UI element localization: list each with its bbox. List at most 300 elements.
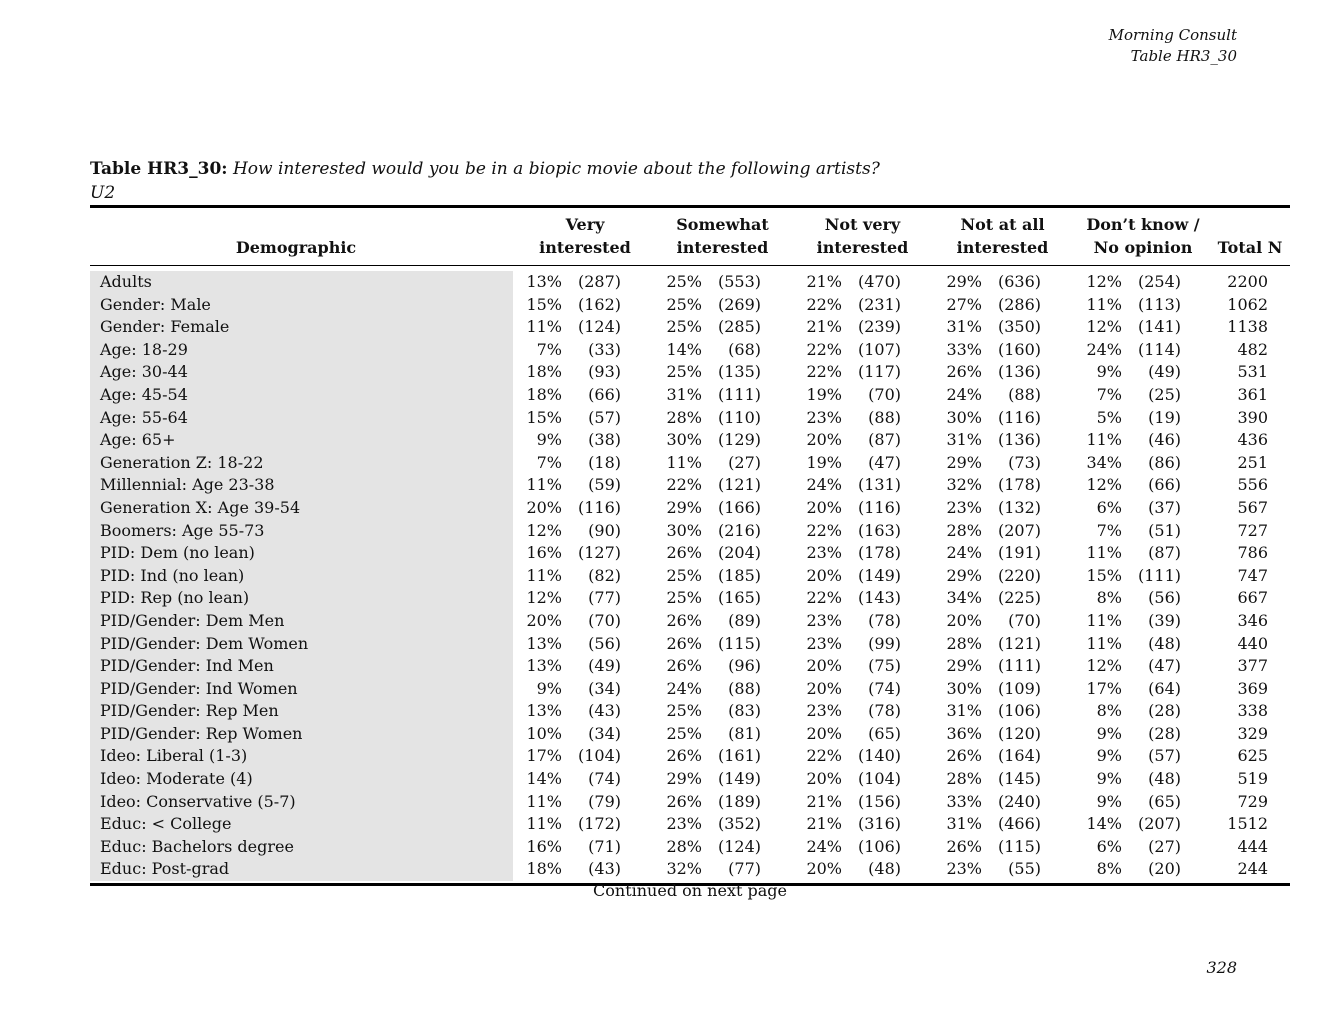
cell-dk-n: (47) [1148, 656, 1181, 676]
cell-somewhat-pct: 23% [666, 814, 702, 834]
cell-somewhat-pct: 26% [666, 543, 702, 563]
cell-somewhat-n: (124) [717, 836, 761, 856]
table-row [90, 474, 1290, 497]
cell-notvery-n: (107) [857, 339, 901, 359]
cell-notatall-n: (191) [997, 543, 1041, 563]
cell-somewhat-n: (189) [717, 791, 761, 811]
col-not-very-interested [805, 213, 920, 259]
row-label: PID/Gender: Ind Men [100, 656, 274, 676]
cell-total-n: 567 [1237, 497, 1268, 517]
cell-very-pct: 20% [526, 610, 562, 630]
cell-very-pct: 13% [526, 656, 562, 676]
cell-dk-pct: 6% [1096, 836, 1122, 856]
cell-dk-pct: 8% [1096, 701, 1122, 721]
cell-notatall-pct: 31% [946, 814, 982, 834]
cell-notvery-pct: 22% [806, 294, 842, 314]
row-label: Age: 18-29 [100, 339, 188, 359]
table-row [90, 768, 1290, 791]
cell-total-n: 436 [1237, 430, 1268, 450]
cell-dk-n: (64) [1148, 678, 1181, 698]
cell-somewhat-n: (110) [717, 407, 761, 427]
row-label: PID/Gender: Dem Women [100, 633, 309, 653]
col-somewhat-line1: Somewhat [676, 215, 769, 234]
cell-notatall-pct: 24% [946, 384, 982, 404]
row-label: Educ: Post-grad [100, 859, 230, 879]
cell-dk-n: (27) [1148, 836, 1181, 856]
cell-very-pct: 13% [526, 701, 562, 721]
row-label: PID: Dem (no lean) [100, 543, 255, 563]
cell-very-pct: 11% [526, 814, 562, 834]
table-row [90, 384, 1290, 407]
cell-very-n: (66) [588, 384, 621, 404]
cell-somewhat-pct: 25% [666, 565, 702, 585]
row-label: Ideo: Liberal (1-3) [100, 746, 248, 766]
table-row [90, 723, 1290, 746]
cell-dk-n: (48) [1148, 633, 1181, 653]
cell-notvery-n: (116) [857, 497, 901, 517]
cell-dk-n: (46) [1148, 430, 1181, 450]
cell-dk-n: (65) [1148, 791, 1181, 811]
col-dont-know [1083, 213, 1203, 259]
table-row [90, 361, 1290, 384]
cell-notvery-pct: 19% [806, 452, 842, 472]
cell-notvery-n: (470) [857, 272, 901, 291]
cell-notvery-pct: 24% [806, 475, 842, 495]
cell-notvery-pct: 23% [806, 407, 842, 427]
cell-total-n: 667 [1237, 588, 1268, 608]
cell-very-pct: 12% [526, 520, 562, 540]
cell-somewhat-pct: 22% [666, 475, 702, 495]
cell-total-n: 727 [1237, 520, 1268, 540]
cell-total-n: 786 [1237, 543, 1268, 563]
cell-dk-pct: 15% [1086, 565, 1122, 585]
cell-notatall-n: (116) [997, 407, 1041, 427]
cell-very-pct: 7% [536, 452, 562, 472]
cell-somewhat-pct: 25% [666, 272, 702, 291]
cell-somewhat-pct: 26% [666, 656, 702, 676]
cell-notatall-n: (120) [997, 723, 1041, 743]
cell-dk-pct: 5% [1096, 407, 1122, 427]
cell-notatall-pct: 28% [946, 520, 982, 540]
cell-somewhat-pct: 29% [666, 769, 702, 789]
cell-total-n: 729 [1237, 791, 1268, 811]
cell-total-n: 251 [1237, 452, 1268, 472]
cell-notvery-pct: 20% [806, 723, 842, 743]
cell-very-n: (38) [588, 430, 621, 450]
table-body [90, 266, 1290, 883]
row-label: PID: Ind (no lean) [100, 565, 245, 585]
row-label: Educ: Bachelors degree [100, 836, 294, 856]
cell-very-pct: 11% [526, 791, 562, 811]
cell-notatall-n: (466) [997, 814, 1041, 834]
cell-dk-n: (20) [1148, 859, 1181, 879]
cell-notatall-n: (111) [997, 656, 1041, 676]
col-dk-line1: Don’t know / [1086, 215, 1200, 234]
cell-dk-n: (66) [1148, 475, 1181, 495]
cell-notvery-pct: 20% [806, 769, 842, 789]
cell-total-n: 244 [1237, 859, 1268, 879]
cell-very-n: (79) [588, 791, 621, 811]
cell-very-n: (82) [588, 565, 621, 585]
cell-somewhat-pct: 14% [666, 339, 702, 359]
cell-dk-pct: 9% [1096, 362, 1122, 382]
cell-notvery-n: (131) [857, 475, 901, 495]
cell-somewhat-n: (204) [717, 543, 761, 563]
cell-notatall-n: (55) [1008, 859, 1041, 879]
cell-somewhat-n: (96) [728, 656, 761, 676]
cell-notvery-n: (140) [857, 746, 901, 766]
cell-somewhat-n: (111) [717, 384, 761, 404]
cell-notatall-n: (160) [997, 339, 1041, 359]
cell-notatall-n: (73) [1008, 452, 1041, 472]
cell-notvery-n: (143) [857, 588, 901, 608]
cell-total-n: 482 [1237, 339, 1268, 359]
cell-dk-n: (254) [1137, 272, 1181, 291]
cell-notvery-n: (48) [868, 859, 901, 879]
cell-total-n: 531 [1237, 362, 1268, 382]
cell-total-n: 369 [1237, 678, 1268, 698]
cell-somewhat-n: (149) [717, 769, 761, 789]
cell-notvery-n: (78) [868, 701, 901, 721]
table-row [90, 294, 1290, 317]
cell-dk-pct: 8% [1096, 588, 1122, 608]
cell-dk-n: (207) [1137, 814, 1181, 834]
cell-very-n: (56) [588, 633, 621, 653]
cell-notvery-n: (104) [857, 769, 901, 789]
cell-dk-pct: 7% [1096, 520, 1122, 540]
cell-dk-pct: 12% [1086, 317, 1122, 337]
cell-notatall-n: (220) [997, 565, 1041, 585]
table-row [90, 497, 1290, 520]
cell-notatall-pct: 26% [946, 362, 982, 382]
cell-dk-n: (111) [1137, 565, 1181, 585]
row-label: Age: 65+ [100, 430, 176, 450]
cell-somewhat-pct: 28% [666, 407, 702, 427]
row-label: Gender: Male [100, 294, 211, 314]
cell-notatall-pct: 31% [946, 317, 982, 337]
cell-notatall-pct: 33% [946, 339, 982, 359]
cell-notatall-n: (145) [997, 769, 1041, 789]
cell-dk-n: (87) [1148, 543, 1181, 563]
cell-notvery-n: (231) [857, 294, 901, 314]
cell-somewhat-pct: 28% [666, 836, 702, 856]
row-label: Boomers: Age 55-73 [100, 520, 265, 540]
cell-notatall-pct: 30% [946, 678, 982, 698]
cell-very-pct: 16% [526, 543, 562, 563]
cell-notvery-n: (239) [857, 317, 901, 337]
cell-somewhat-n: (89) [728, 610, 761, 630]
cell-somewhat-pct: 26% [666, 610, 702, 630]
cell-very-n: (93) [588, 362, 621, 382]
cell-total-n: 556 [1237, 475, 1268, 495]
cell-very-n: (34) [588, 723, 621, 743]
cell-dk-n: (141) [1137, 317, 1181, 337]
cell-total-n: 625 [1237, 746, 1268, 766]
cell-dk-n: (49) [1148, 362, 1181, 382]
cell-somewhat-n: (553) [717, 272, 761, 291]
cell-notatall-pct: 29% [946, 272, 982, 291]
row-label: Millennial: Age 23-38 [100, 475, 275, 495]
cell-dk-pct: 6% [1096, 497, 1122, 517]
cell-notatall-pct: 29% [946, 656, 982, 676]
cell-notvery-n: (316) [857, 814, 901, 834]
cell-very-n: (162) [577, 294, 621, 314]
table-row [90, 520, 1290, 543]
cell-notvery-pct: 24% [806, 836, 842, 856]
cell-dk-n: (39) [1148, 610, 1181, 630]
cell-very-pct: 9% [536, 430, 562, 450]
cell-notvery-pct: 20% [806, 859, 842, 879]
cell-notatall-n: (109) [997, 678, 1041, 698]
cell-notvery-pct: 20% [806, 497, 842, 517]
cell-somewhat-pct: 30% [666, 430, 702, 450]
table-question: How interested would you be in a biopic movie about the following artists? [232, 159, 880, 179]
cell-notatall-n: (70) [1008, 610, 1041, 630]
header-source: Morning Consult [1108, 26, 1237, 44]
cell-very-n: (74) [588, 769, 621, 789]
cell-very-n: (43) [588, 701, 621, 721]
cell-notvery-n: (65) [868, 723, 901, 743]
cell-very-n: (18) [588, 452, 621, 472]
page-number: 328 [1206, 958, 1237, 977]
cell-notatall-pct: 20% [946, 610, 982, 630]
cell-very-n: (34) [588, 678, 621, 698]
cell-somewhat-pct: 29% [666, 497, 702, 517]
cell-somewhat-pct: 26% [666, 791, 702, 811]
cell-total-n: 338 [1237, 701, 1268, 721]
cell-very-pct: 18% [526, 859, 562, 879]
table-row [90, 633, 1290, 656]
cell-notvery-n: (78) [868, 610, 901, 630]
cell-very-pct: 18% [526, 362, 562, 382]
cell-somewhat-pct: 31% [666, 384, 702, 404]
cell-notatall-pct: 31% [946, 701, 982, 721]
cell-dk-pct: 7% [1096, 384, 1122, 404]
cell-somewhat-n: (352) [717, 814, 761, 834]
table-row [90, 429, 1290, 452]
cell-dk-pct: 17% [1086, 678, 1122, 698]
col-somewhat-interested [665, 213, 780, 259]
cell-notatall-pct: 24% [946, 543, 982, 563]
cell-somewhat-pct: 32% [666, 859, 702, 879]
cell-very-n: (57) [588, 407, 621, 427]
cell-notvery-n: (87) [868, 430, 901, 450]
cell-very-pct: 15% [526, 294, 562, 314]
table-subtitle: U2 [90, 183, 116, 203]
cell-total-n: 377 [1237, 656, 1268, 676]
cell-notvery-pct: 19% [806, 384, 842, 404]
table-row [90, 836, 1290, 859]
cell-somewhat-n: (88) [728, 678, 761, 698]
cell-somewhat-pct: 25% [666, 317, 702, 337]
cell-somewhat-n: (68) [728, 339, 761, 359]
cell-somewhat-pct: 25% [666, 362, 702, 382]
cell-dk-n: (28) [1148, 701, 1181, 721]
table-row [90, 700, 1290, 723]
cell-notatall-n: (636) [997, 272, 1041, 291]
cell-notatall-n: (115) [997, 836, 1041, 856]
cell-very-n: (127) [577, 543, 621, 563]
cell-notvery-n: (74) [868, 678, 901, 698]
cell-notvery-pct: 22% [806, 362, 842, 382]
cell-notatall-pct: 26% [946, 746, 982, 766]
cell-notatall-n: (225) [997, 588, 1041, 608]
table-row [90, 271, 1290, 294]
cell-very-n: (70) [588, 610, 621, 630]
table-row [90, 339, 1290, 362]
cell-dk-n: (37) [1148, 497, 1181, 517]
cell-total-n: 361 [1237, 384, 1268, 404]
col-total-n: Total N [1217, 238, 1283, 257]
col-demographic: Demographic [235, 238, 357, 257]
cell-notatall-n: (88) [1008, 384, 1041, 404]
table-row [90, 858, 1290, 881]
cell-notvery-n: (88) [868, 407, 901, 427]
table-row [90, 655, 1290, 678]
cell-notvery-n: (47) [868, 452, 901, 472]
row-label: PID/Gender: Dem Men [100, 610, 285, 630]
cell-very-pct: 13% [526, 633, 562, 653]
cell-somewhat-n: (166) [717, 497, 761, 517]
cell-dk-n: (57) [1148, 746, 1181, 766]
cell-notatall-n: (136) [997, 362, 1041, 382]
table-row [90, 745, 1290, 768]
cell-somewhat-pct: 25% [666, 294, 702, 314]
cell-somewhat-n: (185) [717, 565, 761, 585]
cell-notatall-n: (136) [997, 430, 1041, 450]
cell-total-n: 329 [1237, 723, 1268, 743]
cell-total-n: 440 [1237, 633, 1268, 653]
table-title-label: Table HR3_30: [90, 159, 228, 179]
cell-notatall-pct: 29% [946, 452, 982, 472]
cell-somewhat-n: (83) [728, 701, 761, 721]
cell-total-n: 444 [1237, 836, 1268, 856]
cell-very-pct: 7% [536, 339, 562, 359]
cell-total-n: 2200 [1227, 272, 1268, 291]
table-row [90, 678, 1290, 701]
cell-total-n: 346 [1237, 610, 1268, 630]
cell-notatall-pct: 23% [946, 497, 982, 517]
cell-notvery-pct: 21% [806, 272, 842, 291]
cell-very-pct: 11% [526, 317, 562, 337]
row-label: Generation X: Age 39-54 [100, 497, 301, 517]
cell-notvery-pct: 21% [806, 814, 842, 834]
col-very-interested: Very interested [539, 215, 631, 257]
cell-notvery-n: (75) [868, 656, 901, 676]
cell-notatall-pct: 32% [946, 475, 982, 495]
table-row [90, 407, 1290, 430]
cell-notvery-pct: 20% [806, 656, 842, 676]
table-row [90, 813, 1290, 836]
cell-dk-n: (114) [1137, 339, 1181, 359]
cell-somewhat-n: (285) [717, 317, 761, 337]
cell-notatall-pct: 36% [946, 723, 982, 743]
cell-somewhat-n: (77) [728, 859, 761, 879]
cell-very-pct: 18% [526, 384, 562, 404]
cell-notatall-n: (178) [997, 475, 1041, 495]
col-somewhat-line2: interested [676, 238, 769, 257]
cell-somewhat-n: (81) [728, 723, 761, 743]
cell-notvery-pct: 20% [806, 430, 842, 450]
cell-notvery-pct: 20% [806, 565, 842, 585]
cell-somewhat-pct: 30% [666, 520, 702, 540]
cell-dk-n: (48) [1148, 769, 1181, 789]
row-label: Age: 55-64 [100, 407, 188, 427]
cell-very-n: (59) [588, 475, 621, 495]
table-row [90, 542, 1290, 565]
cell-notvery-pct: 22% [806, 339, 842, 359]
cell-notatall-n: (121) [997, 633, 1041, 653]
cell-somewhat-n: (135) [717, 362, 761, 382]
cell-somewhat-pct: 25% [666, 723, 702, 743]
cell-somewhat-n: (121) [717, 475, 761, 495]
table-row [90, 587, 1290, 610]
cell-total-n: 1138 [1227, 317, 1268, 337]
cell-dk-n: (113) [1137, 294, 1181, 314]
cell-somewhat-n: (165) [717, 588, 761, 608]
table-row [90, 610, 1290, 633]
continued-note: Continued on next page [593, 881, 787, 900]
cell-somewhat-n: (269) [717, 294, 761, 314]
cell-somewhat-n: (216) [717, 520, 761, 540]
row-label: Educ: < College [100, 814, 232, 834]
cell-very-n: (33) [588, 339, 621, 359]
cell-notatall-n: (350) [997, 317, 1041, 337]
cell-somewhat-n: (115) [717, 633, 761, 653]
row-label: PID/Gender: Rep Women [100, 723, 303, 743]
cell-dk-pct: 11% [1086, 294, 1122, 314]
table-row [90, 452, 1290, 475]
cell-very-pct: 11% [526, 565, 562, 585]
cell-somewhat-pct: 24% [666, 678, 702, 698]
table-header [90, 208, 1290, 265]
cell-very-pct: 15% [526, 407, 562, 427]
cell-dk-pct: 11% [1086, 610, 1122, 630]
cell-notvery-n: (178) [857, 543, 901, 563]
cell-notvery-pct: 21% [806, 317, 842, 337]
row-label: Ideo: Moderate (4) [100, 769, 253, 789]
table-row [90, 565, 1290, 588]
table-title [90, 157, 880, 205]
cell-notatall-pct: 26% [946, 836, 982, 856]
col-notatall-line1: Not at all [960, 215, 1045, 234]
cell-very-n: (77) [588, 588, 621, 608]
cell-very-n: (287) [577, 272, 621, 291]
cell-very-n: (71) [588, 836, 621, 856]
cell-notvery-pct: 20% [806, 678, 842, 698]
cell-notatall-pct: 31% [946, 430, 982, 450]
cell-notatall-pct: 34% [946, 588, 982, 608]
cell-very-pct: 17% [526, 746, 562, 766]
cell-dk-pct: 12% [1086, 272, 1122, 291]
cell-notvery-pct: 22% [806, 746, 842, 766]
row-label: Age: 30-44 [100, 362, 188, 382]
cell-dk-pct: 9% [1096, 746, 1122, 766]
cell-notatall-n: (207) [997, 520, 1041, 540]
cell-notatall-pct: 29% [946, 565, 982, 585]
row-label: PID: Rep (no lean) [100, 588, 250, 608]
cell-total-n: 390 [1237, 407, 1268, 427]
cell-somewhat-pct: 26% [666, 633, 702, 653]
cell-very-n: (124) [577, 317, 621, 337]
cell-somewhat-pct: 26% [666, 746, 702, 766]
cell-notatall-pct: 27% [946, 294, 982, 314]
table-row [90, 791, 1290, 814]
cell-dk-pct: 8% [1096, 859, 1122, 879]
cell-very-pct: 12% [526, 588, 562, 608]
cell-dk-pct: 11% [1086, 633, 1122, 653]
cell-total-n: 1512 [1227, 814, 1268, 834]
